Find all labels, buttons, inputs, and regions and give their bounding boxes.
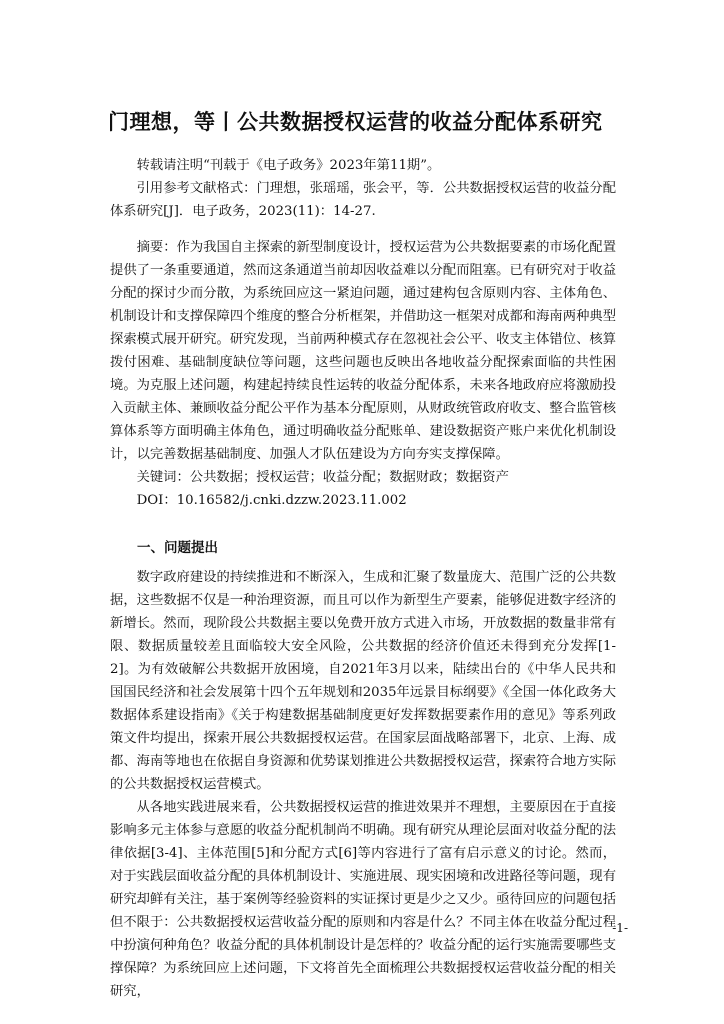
section-heading: 一、问题提出 (137, 540, 218, 556)
body-paragraph: 数字政府建设的持续推进和不断深入，生成和汇聚了数量庞大、范围广泛的公共数据，这些数据不仅是一种治理资源，而且可以作为新型生产要素，能够促进数字经济的新增长。然而，现阶段公共数据主要以免费开放方式进入市场，开放数据的数量非常有限、数据质量较差且面临较大安全风险，公共数据的经济价值还未得到充分发挥[1-2]。为有效破解公共数据开放困境，自2021年3月以来，陆续出台的《中华人民共和国国民经济和社会发展第十四个五年规划和2035年远景目标纲要》《全国一体化政务大数据体系建设指南》《关于构建数据基础制度更好发挥数据要素作用的意见》等系列政策文件均提出，探索开展公共数据授权运营。在国家层面战略部署下，北京、上海、成都、海南等地也在依据自身资源和优势谋划推进公共数据授权运营，探索符合地方实际的公共数据授权运营模式。 (110, 570, 616, 792)
abstract-paragraph (110, 236, 616, 466)
body-paragraph: 从各地实践进展来看，公共数据授权运营的推进效果并不理想，主要原因在于直接影响多元主体参与意愿的收益分配机制尚不明确。现有研究从理论层面对收益分配的法律依据[3-4]、主体范围[5]和分配方式[6]等内容进行了富有启示意义的讨论。然而，对于实践层面收益分配的具体机制设计、实施进展、现实困境和改进路径等问题，现有研究却鲜有关注，基于案例等经验资料的实证探讨更是少之又少。亟待回应的问题包括但不限于：公共数据授权运营收益分配的原则和内容是什么？不同主体在收益分配过程中扮演何种角色？收益分配的具体机制设计是怎样的？收益分配的运行实施需要哪些支撑保障？为系统回应上述问题，下文将首先全面梳理公共数据授权运营收益分配的相关研究， (110, 800, 616, 999)
reprint-note: 转载请注明“刊载于《电子政务》2023年第11期”。 (136, 158, 441, 173)
page-number: -1- (612, 921, 628, 935)
document-title: 门理想，等丨公共数据授权运营的收益分配体系研究 (108, 110, 603, 134)
section-introduction (110, 536, 616, 1003)
doi: DOI：10.16582/j.cnki.dzzw.2023.11.002 (136, 493, 407, 508)
keywords: 关键词：公共数据；授权运营；收益分配；数据财政；数据资产 (136, 470, 509, 485)
abstract-block (110, 236, 616, 512)
citation-block (110, 154, 616, 223)
abstract-text: 作为我国自主探索的新型制度设计，授权运营为公共数据要素的市场化配置提供了一条重要通道，然而这条通道当前却因收益难以分配而阻塞。已有研究对于收益分配的探讨少而分散，为系统回应这一紧迫问题，通过建构包含原则内容、主体角色、机制设计和支撑保障四个维度的整合分析框架，并借助这一框架对成都和海南两种典型探索模式展开研究。研究发现，当前两种模式存在忽视社会公平、收支主体错位、核算拨付困难、基础制度缺位等问题，这些问题也反映出各地收益分配探索面临的共性困境。为克服上述问题，构建起持续良性运转的收益分配体系，未来各地政府应将激励投入贡献主体、兼顾收益分配公平作为基本分配原则，从财政统管政府收支、整合监管核算体系等方面明确主体角色，通过明确收益分配账单、建设数据资产账户来优化机制设计，以完善数据基础制度、加强人才队伍建设为方向夯实支撑保障。 (110, 240, 616, 462)
abstract-label: 摘要： (136, 240, 177, 255)
reference-format: 引用参考文献格式：门理想，张瑶瑶，张会平，等．公共数据授权运营的收益分配体系研究[J]．电子政务，2023(11)：14-27. (110, 181, 616, 219)
